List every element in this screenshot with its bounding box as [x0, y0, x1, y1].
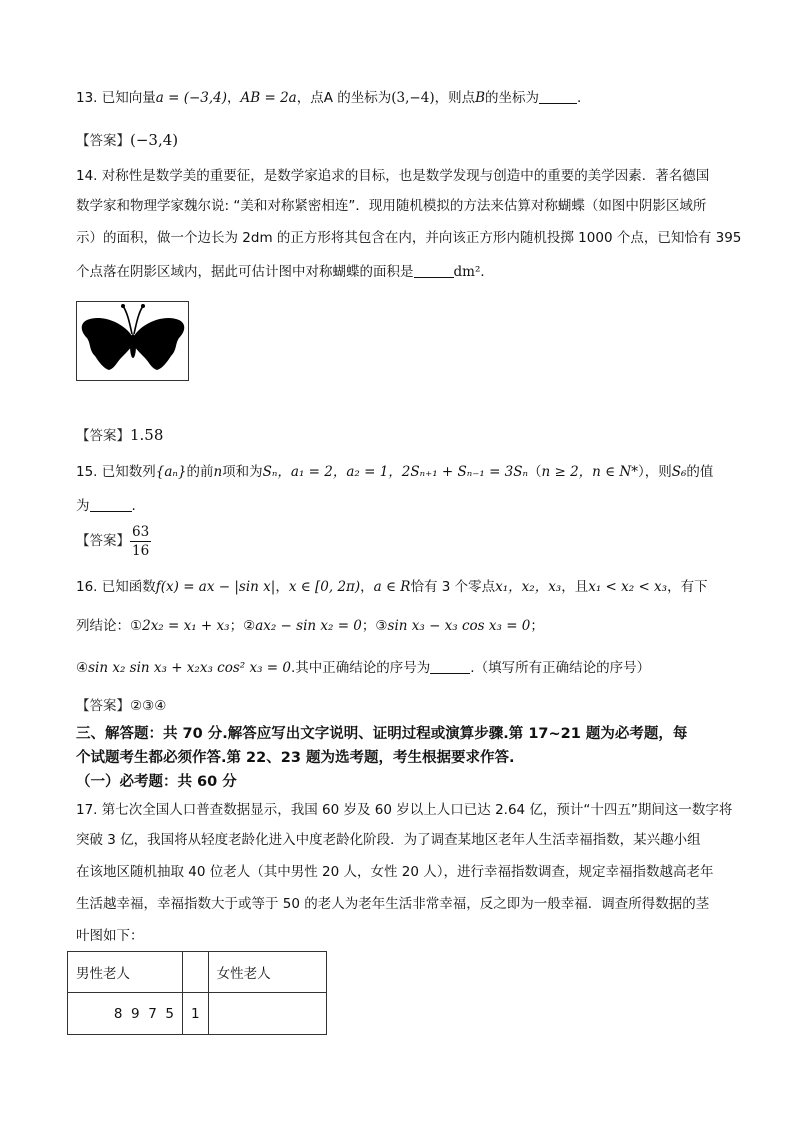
q16-text: ， [360, 579, 374, 595]
q13-vector-a: a = (−3,4) [155, 90, 228, 106]
female-leaves [208, 993, 326, 1035]
q13-answer-blank [539, 89, 577, 104]
q15-text: . [131, 498, 136, 514]
q13-text: . [577, 90, 582, 106]
q14-line-1: 14. 对称性是数学美的重要征，是数学家追求的目标，也是数学发现与创造中的重要的美学因素．著名德国 [76, 168, 710, 184]
q15-text: 15. 已知数列 [76, 464, 156, 480]
q15-n: n [213, 464, 223, 480]
q16-conclusion-4: sin x₂ sin x₃ + x₂x₃ cos² x₃ = 0 [88, 660, 291, 676]
header-stem [183, 952, 209, 993]
table-row [68, 993, 327, 1035]
subsection-heading: （一）必考题：共 60 分 [76, 774, 237, 790]
q16-text: ，有下 [667, 579, 708, 595]
q16-conclusion-3: sin x₃ − x₃ cos x₃ = 0 [387, 618, 531, 634]
q17-line-1: 17. 第七次全国人口普查数据显示，我国 60 岁及 60 岁以上人口已达 2.64 亿，预计“十四五”期间这一数字将 [76, 802, 733, 818]
q14-text: 个点落在阴影区域内，据此可估计图中对称蝴蝶的面积是 [76, 264, 414, 280]
q15-text: （ [527, 464, 542, 480]
q16-zeros: x₁，x₂，x₃ [495, 579, 562, 595]
answer-label: 【答案】 [76, 428, 130, 444]
q16-line-3 [76, 658, 650, 678]
answer-label: 【答案】 [76, 133, 130, 149]
q16-text: ④ [76, 660, 89, 676]
q13-answer [76, 130, 178, 151]
q15-conditions: Sₙ，a₁ = 2，a₂ = 1，2Sₙ₊₁ + Sₙ₋₁ = 3Sₙ [262, 464, 528, 480]
q16-text: .（填写所有正确结论的序号） [470, 660, 651, 676]
q14-line-3: 示）的面积，做一个边长为 2dm 的正方形将其包含在内，并向该正方形内随机投掷 1000 个点，已知恰有 395 [76, 230, 742, 246]
q16-line-2 [76, 616, 544, 636]
q14-answer [76, 425, 163, 446]
q13-text: ，点A 的坐标为 [296, 90, 392, 106]
header-male: 男性老人 [68, 952, 183, 993]
section-heading-line-2: 个试题考生都必须作答.第 22、23 题为选考题，考生根据要求作答. [76, 750, 515, 766]
table-header-row [68, 952, 327, 993]
q13-point-a: (3,−4) [391, 90, 435, 106]
q17-line-5: 叶图如下： [76, 928, 144, 944]
q13-vector-ab: AB = 2a [240, 90, 297, 106]
q16-line-1 [76, 577, 708, 597]
answer-value: ②③④ [130, 698, 167, 714]
q16-text: ；② [229, 618, 256, 634]
q16-answer-blank [430, 659, 470, 674]
q16-text: ， [275, 579, 289, 595]
q14-answer-blank [414, 263, 454, 278]
q16-text: ；③ [361, 618, 388, 634]
q13-point-b: B [475, 90, 486, 106]
answer-label: 【答案】 [76, 698, 130, 714]
fraction-numerator: 63 [132, 523, 150, 540]
butterfly-silhouette [77, 302, 188, 380]
q16-conclusion-2: ax₂ − sin x₂ = 0 [255, 618, 362, 634]
answer-label: 【答案】 [76, 533, 130, 549]
answer-value: (−3,4) [130, 131, 179, 149]
q13-text: ，则点 [434, 90, 476, 106]
q16-text: 16. 已知函数 [76, 579, 156, 595]
q16-order: x₁ < x₂ < x₃ [588, 579, 668, 595]
q16-domain: x ∈ [0, 2π) [288, 579, 361, 595]
q13-line [76, 88, 581, 108]
q15-text: 项和为 [222, 464, 263, 480]
male-leaves: 8 9 7 5 [68, 993, 183, 1035]
q13-text: 的坐标为 [485, 90, 540, 106]
q15-text: ），则 [638, 464, 672, 480]
q16-text: 列结论：① [76, 618, 143, 634]
q17-line-4: 生活越幸福，幸福指数大于或等于 50 的老人为老年生活非常幸福，反之即为一般幸福．调查所得数据的茎 [76, 896, 710, 912]
q15-domain: n ≥ 2，n ∈ N* [541, 464, 638, 480]
q13-text: 13. 已知向量 [76, 90, 156, 106]
q14-line-4 [76, 262, 494, 282]
q16-conclusion-1: 2x₂ = x₁ + x₃ [142, 618, 230, 634]
q16-text: ； [530, 618, 544, 634]
q17-line-2: 突破 3 亿，我国将从轻度老龄化进入中度老龄化阶段．为了调查某地区老年人生活幸福指数，某兴趣小组 [76, 832, 701, 848]
q15-line-2 [76, 496, 136, 516]
q15-s6: S₆ [671, 464, 687, 480]
q14-unit: dm²． [453, 264, 494, 280]
q16-answer [76, 696, 166, 716]
q16-text: 恰有 3 个零点 [410, 579, 496, 595]
butterfly-figure [76, 301, 189, 381]
q16-function: f(x) = ax − |sin x| [155, 579, 276, 595]
q14-line-2: 数学家和物理学家魏尔说: “美和对称紧密相连”．现用随机模拟的方法来估算对称蝴蝶（如图中阴影区域所 [76, 198, 707, 214]
q15-line-1 [76, 462, 713, 482]
q16-text: .其中正确结论的序号为 [290, 660, 431, 676]
answer-value: 1.58 [130, 426, 164, 444]
q15-sequence: {aₙ} [155, 464, 187, 480]
q15-text: 为 [76, 498, 90, 514]
q15-answer-blank [90, 497, 132, 512]
q15-text: 的值 [686, 464, 714, 480]
q16-text: ，且 [561, 579, 589, 595]
section-heading-line-1: 三、解答题：共 70 分.解答应写出文字说明、证明过程或演算步骤.第 17~21 题为必考题，每 [76, 726, 688, 742]
q15-text: 的前 [186, 464, 214, 480]
q16-a-real: a ∈ R [373, 579, 411, 595]
answer-fraction [130, 523, 151, 560]
header-female: 女性老人 [208, 952, 326, 993]
q15-answer [76, 522, 151, 560]
q13-text: ， [227, 90, 241, 106]
stem-leaf-table [67, 951, 327, 1035]
fraction-denominator: 16 [132, 542, 150, 559]
q17-line-3: 在该地区随机抽取 40 位老人（其中男性 20 人，女性 20 人），进行幸福指数调查，规定幸福指数越高老年 [76, 864, 714, 880]
stem-value: 1 [183, 993, 209, 1035]
